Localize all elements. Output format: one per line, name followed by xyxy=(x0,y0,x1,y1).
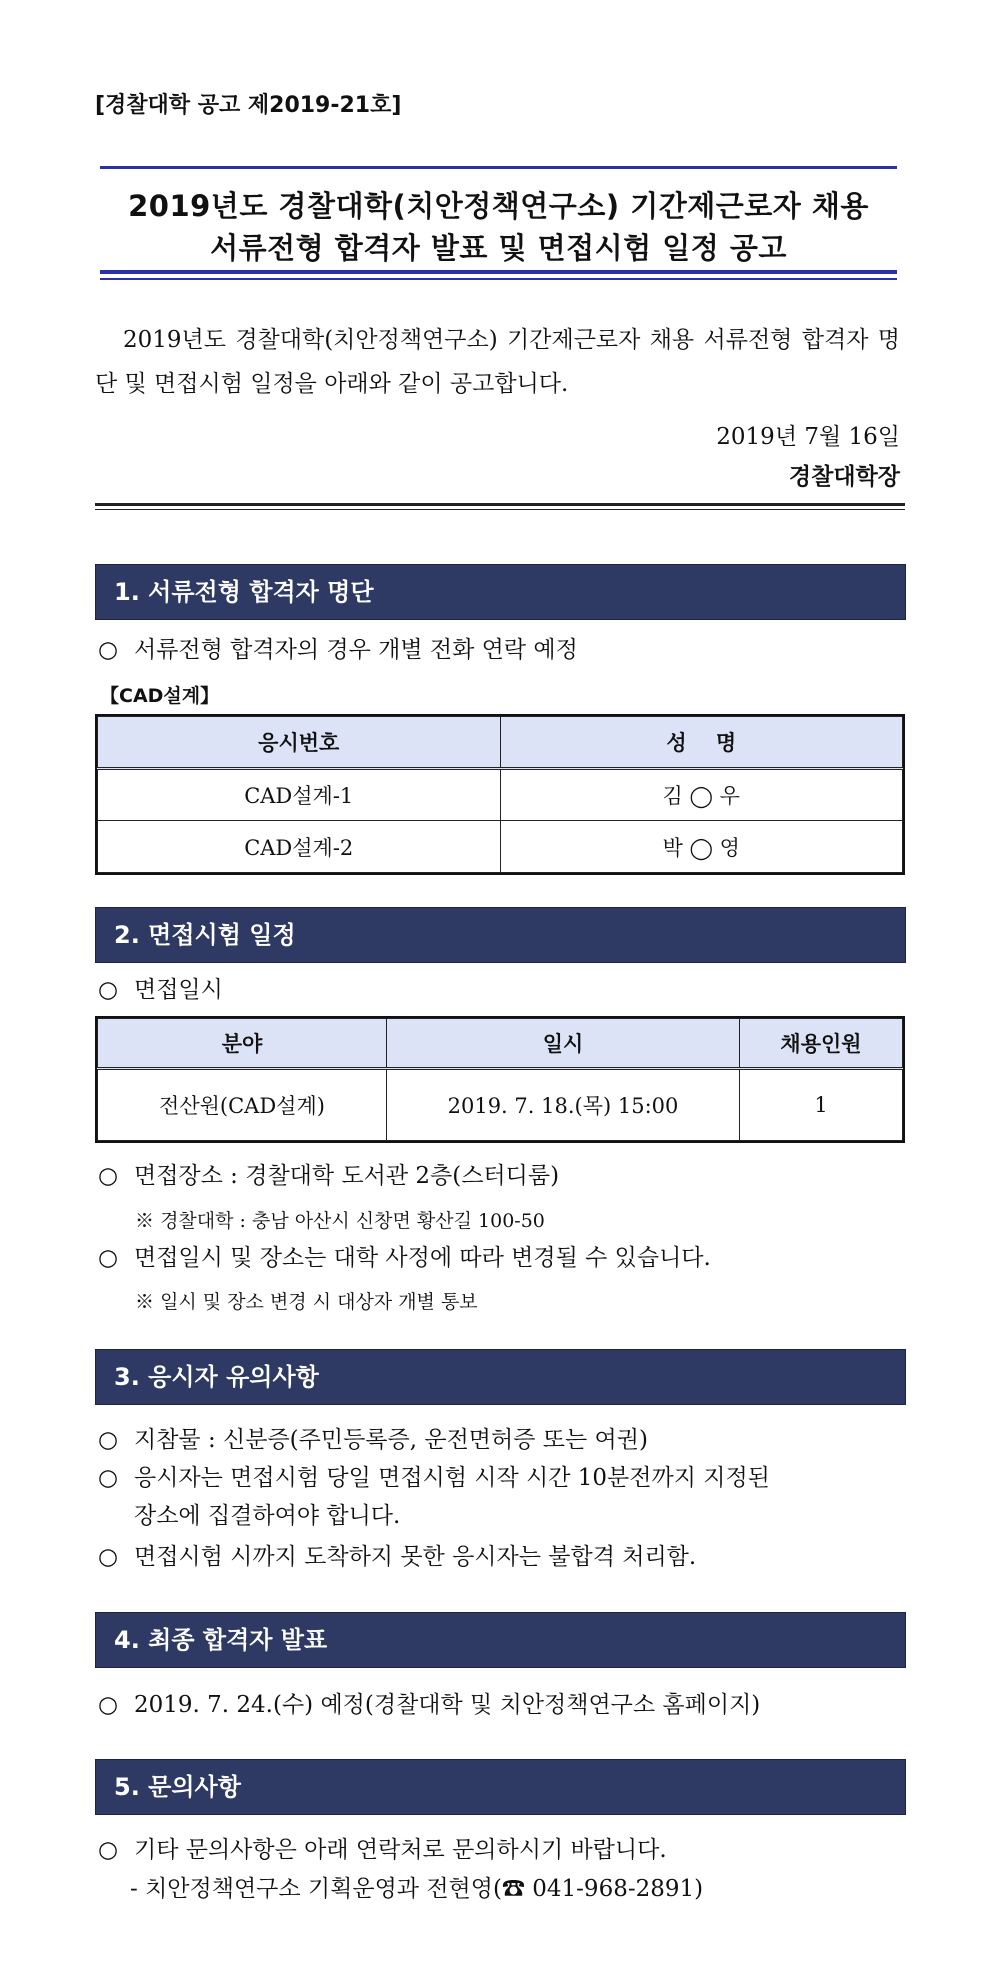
contact-phone: 041-968-2891) xyxy=(524,1876,704,1902)
interview-place xyxy=(98,1160,559,1192)
bullet-circle-icon: ○ xyxy=(98,1163,119,1189)
bullet-text: 장소에 집결하여야 합니다. xyxy=(134,1503,401,1529)
bullet-text: 면접일시 및 장소는 대학 사정에 따라 변경될 수 있습니다. xyxy=(134,1245,711,1271)
bullet-text: 서류전형 합격자의 경우 개별 전화 연락 예정 xyxy=(134,637,578,663)
schedule-change xyxy=(98,1242,711,1274)
divider-thick xyxy=(95,503,905,506)
bullet-circle-icon: ○ xyxy=(98,1837,119,1863)
note-text: 일시 및 장소 변경 시 대상자 개별 통보 xyxy=(160,1291,478,1313)
intro-text: 2019년도 경찰대학(치안정책연구소) 기간제근로자 채용 서류전형 합격자 명단 및 면접시험 일정을 아래와 같이 공고합니다. xyxy=(95,327,900,397)
cell-headcount: 1 xyxy=(740,1069,903,1141)
bullet-text: 기타 문의사항은 아래 연락처로 문의하시기 바랍니다. xyxy=(134,1837,667,1863)
bullet-circle-icon: ○ xyxy=(98,1427,119,1453)
notice-item xyxy=(98,1462,770,1494)
title-box xyxy=(100,166,897,280)
bullet-text: 지참물 : 신분증(주민등록증, 운전면허증 또는 여권) xyxy=(134,1427,648,1453)
interview-table xyxy=(97,1018,903,1141)
final-announcement xyxy=(98,1689,760,1721)
col-header-datetime: 일시 xyxy=(387,1019,740,1069)
title-top-rule xyxy=(100,166,897,169)
col-header-name: 성 명 xyxy=(500,717,903,769)
table-row xyxy=(98,769,903,821)
bullet-circle-icon: ○ xyxy=(98,1692,119,1718)
cell-applicant-no: CAD설계-2 xyxy=(98,821,501,873)
section2-bullet xyxy=(98,974,223,1006)
bullet-text: 면접시험 시까지 도착하지 못한 응시자는 불합격 처리함. xyxy=(134,1544,697,1570)
bullet-text: 면접일시 xyxy=(134,977,223,1003)
cell-datetime: 2019. 7. 18.(목) 15:00 xyxy=(387,1069,740,1141)
note-mark-icon: ※ xyxy=(135,1291,155,1313)
title-bottom-rule-thin xyxy=(100,278,897,280)
bullet-circle-icon: ○ xyxy=(98,1245,119,1271)
applicants-table xyxy=(97,716,903,873)
notice-item xyxy=(98,1424,648,1456)
note-mark-icon: ※ xyxy=(135,1210,155,1232)
bullet-circle-icon: ○ xyxy=(98,977,119,1003)
title-bottom-rule xyxy=(100,270,897,274)
cell-field: 전산원(CAD설계) xyxy=(98,1069,387,1141)
bullet-circle-icon: ○ xyxy=(98,1465,119,1491)
section-heading-3: 3. 응시자 유의사항 xyxy=(95,1349,906,1405)
section-heading-2: 2. 면접시험 일정 xyxy=(95,907,906,963)
table-subheading: 【CAD설계】 xyxy=(100,685,220,707)
bullet-circle-icon: ○ xyxy=(98,637,119,663)
col-header-field: 분야 xyxy=(98,1019,387,1069)
cell-name: 박 ◯ 영 xyxy=(500,821,903,873)
section1-bullet xyxy=(98,634,578,666)
page-title-line1: 2019년도 경찰대학(치안정책연구소) 기간제근로자 채용 xyxy=(128,189,869,223)
contact-prefix: - 치안정책연구소 기획운영과 전현영( xyxy=(130,1876,502,1902)
notice-item-continued xyxy=(134,1500,400,1532)
col-header-applicant-no: 응시번호 xyxy=(98,717,501,769)
cell-applicant-no: CAD설계-1 xyxy=(98,769,501,821)
signer: 경찰대학장 xyxy=(788,463,900,490)
section-heading-5: 5. 문의사항 xyxy=(95,1759,906,1815)
phone-icon: ☎ xyxy=(501,1876,525,1902)
note-text: 경찰대학 : 충남 아산시 신창면 황산길 100-50 xyxy=(160,1210,545,1232)
intro-paragraph xyxy=(95,318,900,406)
divider-thin xyxy=(95,509,905,510)
bullet-circle-icon: ○ xyxy=(98,1544,119,1570)
contact-line xyxy=(130,1873,703,1905)
col-header-headcount: 채용인원 xyxy=(740,1019,903,1069)
place-note xyxy=(135,1206,545,1233)
page-title-line2: 서류전형 합격자 발표 및 면접시험 일정 공고 xyxy=(210,231,787,265)
notice-date: 2019년 7월 16일 xyxy=(716,424,900,450)
inquiry-item xyxy=(98,1834,667,1866)
section-heading-4: 4. 최종 합격자 발표 xyxy=(95,1612,906,1668)
notice-number: [경찰대학 공고 제2019-21호] xyxy=(95,93,402,118)
table-row xyxy=(98,821,903,873)
table-row xyxy=(98,1069,903,1141)
bullet-text: 면접장소 : 경찰대학 도서관 2층(스터디룸) xyxy=(134,1163,560,1189)
bullet-text: 2019. 7. 24.(수) 예정(경찰대학 및 치안정책연구소 홈페이지) xyxy=(134,1692,761,1718)
section-heading-1: 1. 서류전형 합격자 명단 xyxy=(95,564,906,620)
notice-item xyxy=(98,1541,696,1573)
cell-name: 김 ◯ 우 xyxy=(500,769,903,821)
change-note xyxy=(135,1287,478,1314)
bullet-text: 응시자는 면접시험 당일 면접시험 시작 시간 10분전까지 지정된 xyxy=(134,1465,770,1491)
